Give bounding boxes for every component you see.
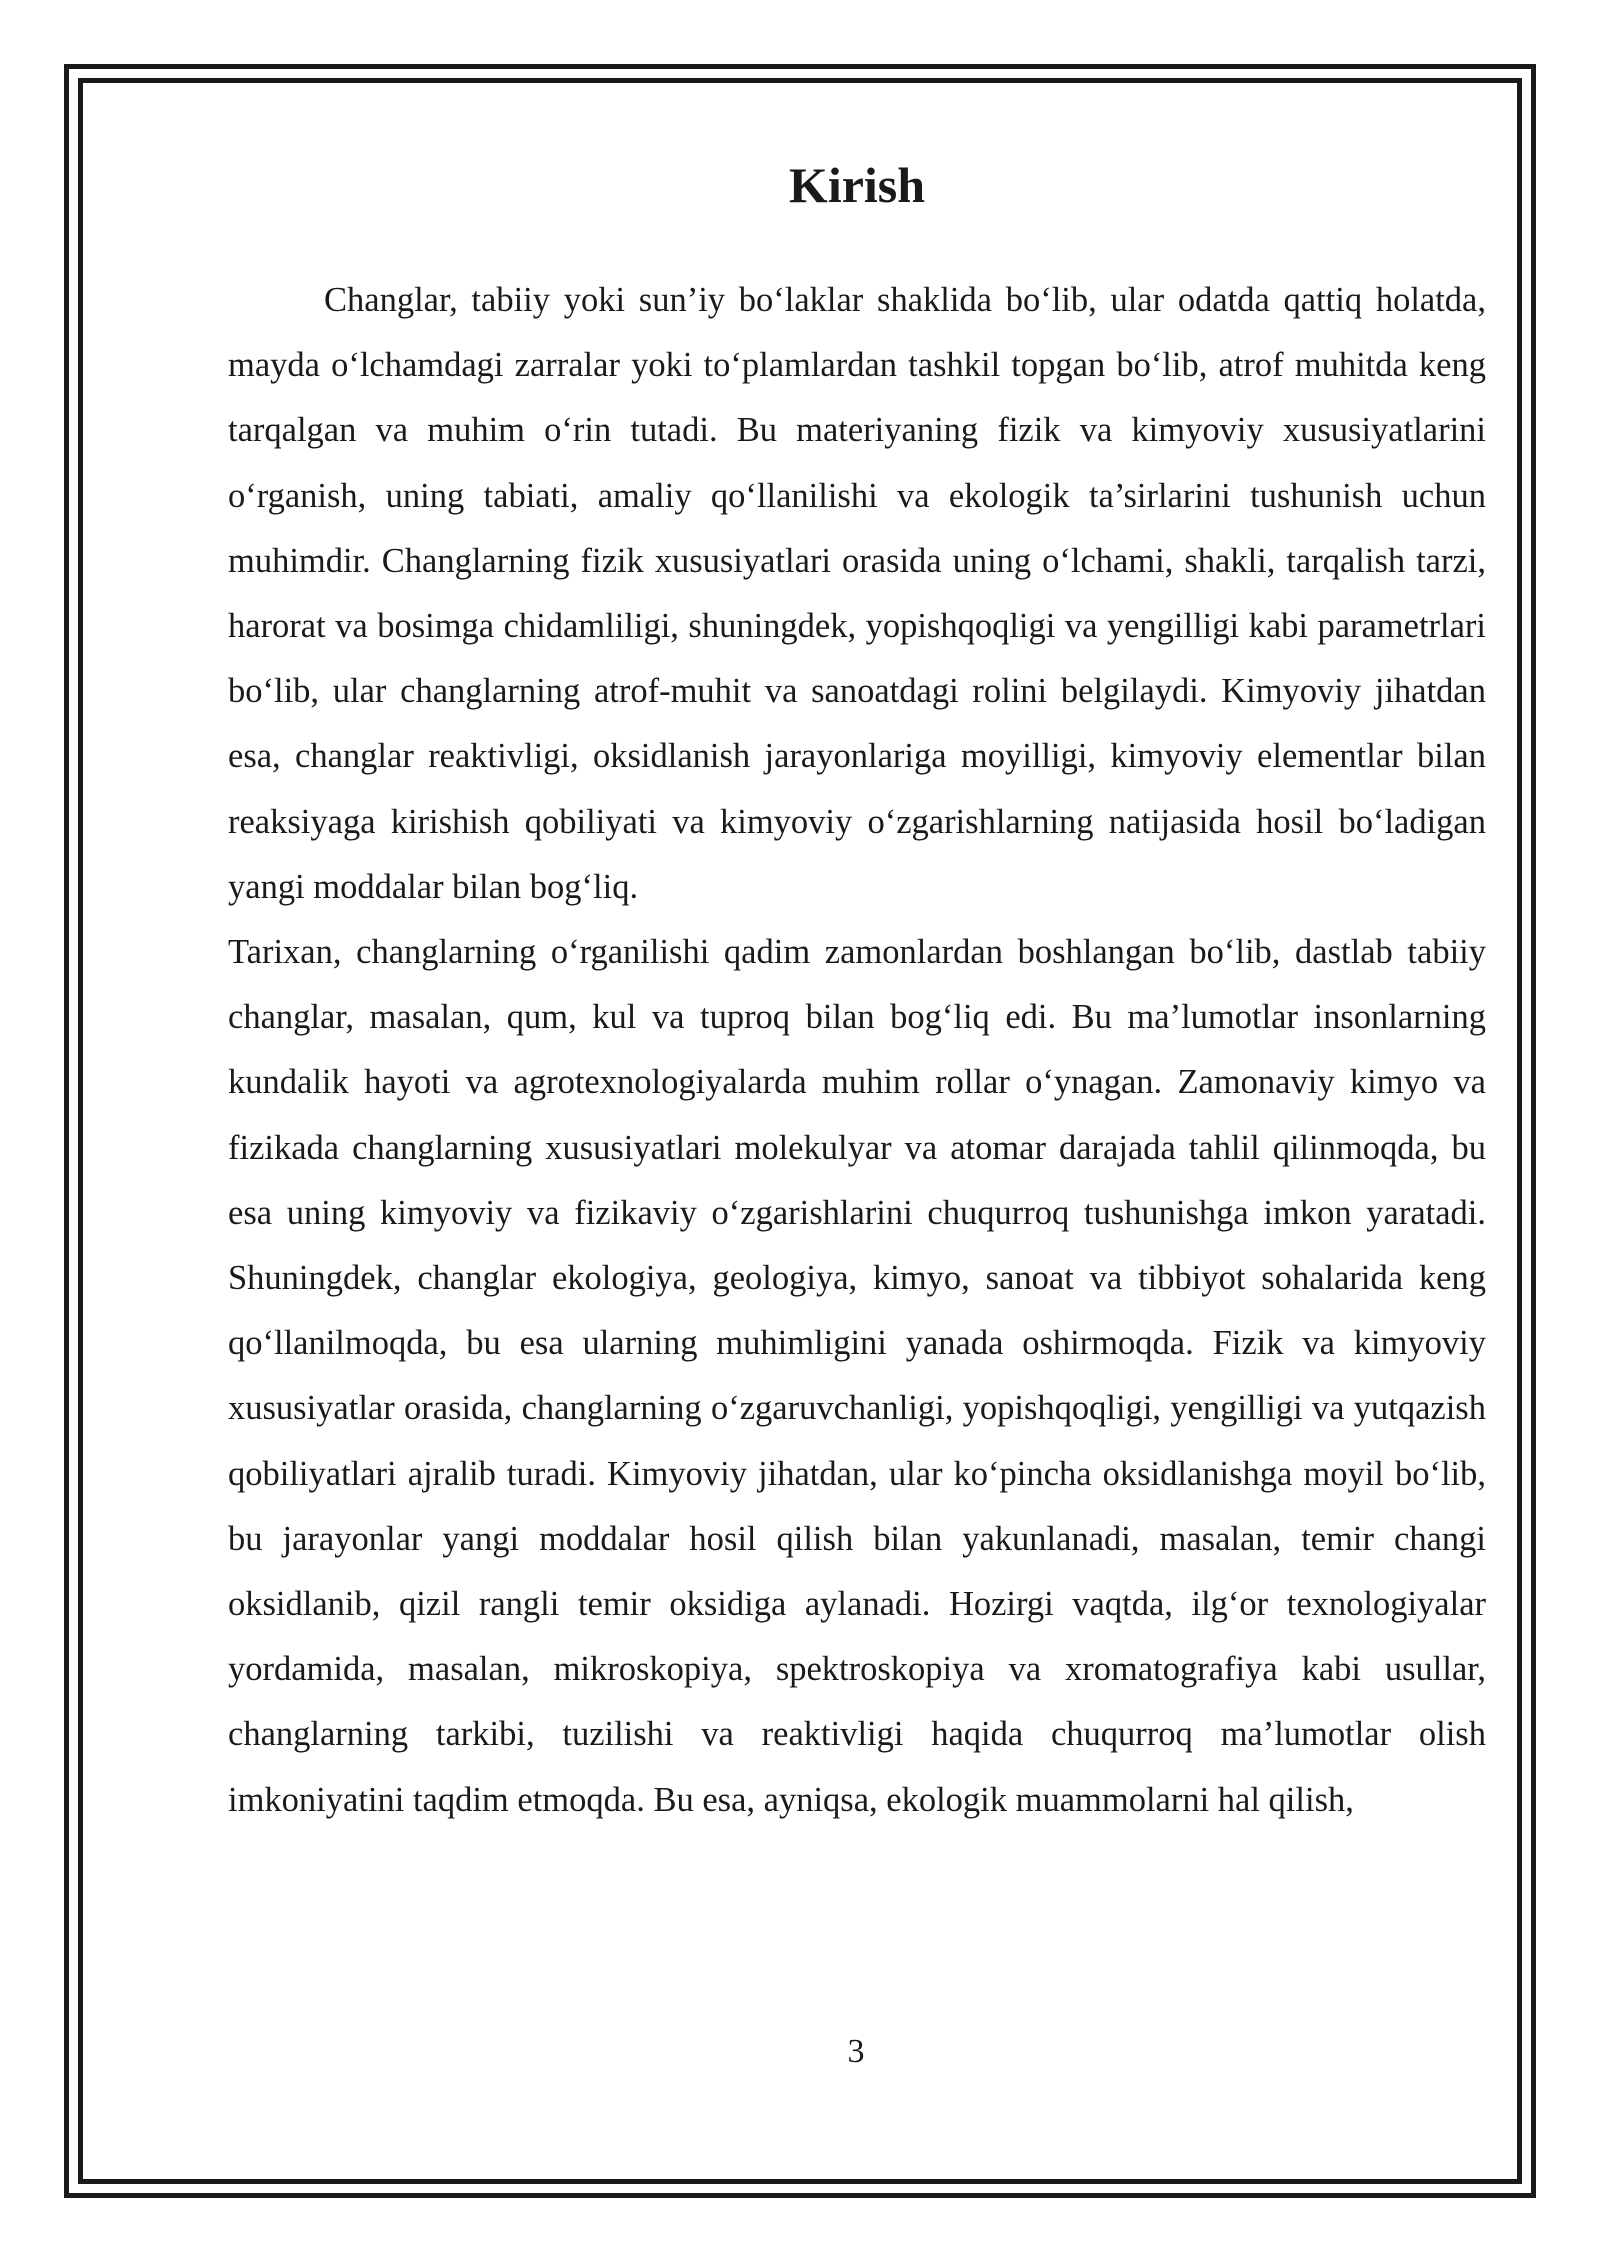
paragraph-2: Tarixan, changlarning o‘rganilishi qadim zamonlardan boshlangan bo‘lib, dastlab tabiiy changlar, masalan, qum, kul va tuproq bilan bog‘liq edi. Bu ma’lumotlar insonlarning kundalik hayoti va agrotexnologiyalarda muhim rollar o‘ynagan. Zamonaviy kimyo va fizikada changlarning xususiyatlari molekulyar va atomar darajada tahlil qilinmoqda, bu esa uning kimyoviy va fizikaviy o‘zgarishlarini chuqurroq tushunishga imkon yaratadi. Shuningdek, changlar ekologiya, geologiya, kimyo, sanoat va tibbiyot sohalarida keng qo‘llanilmoqda, bu esa ularning muhimligini yanada oshirmoqda. Fizik va kimyoviy xususiyatlar orasida, changlarning o‘zgaruvchanligi, yopishqoqligi, yengilligi va yutqazish qobiliyatlari ajralib turadi. Kimyoviy jihatdan, ular ko‘pincha oksidlanishga moyil bo‘lib, bu jarayonlar yangi moddalar hosil qilish bilan yakunlanadi, masalan, temir changi oksidlanib, qizil rangli temir oksidiga aylanadi. Hozirgi vaqtda, ilg‘or texnologiyalar yordamida, masalan, mikroskopiya, spektroskopiya va xromatografiya kabi usullar, changlarning tarkibi, tuzilishi va reaktivligi haqida chuqurroq ma’lumotlar olish imkoniyatini taqdim etmoqda. Bu esa, ayniqsa, ekologik muammolarni hal qilish, bbox=[228, 933, 1486, 1819]
page-content bbox=[228, 150, 1486, 1833]
page-number: 3 bbox=[847, 2033, 865, 2070]
section-title: Kirish bbox=[788, 157, 926, 213]
paragraph-1: Changlar, tabiiy yoki sun’iy bo‘laklar shaklida bo‘lib, ular odatda qattiq holatda, mayda o‘lchamdagi zarralar yoki to‘plamlardan tashkil topgan bo‘lib, atrof muhitda keng tarqalgan va muhim o‘rin tutadi. Bu materiyaning fizik va kimyoviy xususiyatlarini o‘rganish, uning tabiati, amaliy qo‘llanilishi va ekologik ta’sirlarini tushunish uchun muhimdir. Changlarning fizik xususiyatlari orasida uning o‘lchami, shakli, tarqalish tarzi, harorat va bosimga chidamliligi, shuningdek, yopishqoqligi va yengilligi kabi parametrlari bo‘lib, ular changlarning atrof-muhit va sanoatdagi rolini belgilaydi. Kimyoviy jihatdan esa, changlar reaktivligi, oksidlanish jarayonlariga moyilligi, kimyoviy elementlar bilan reaksiyaga kirishish qobiliyati va kimyoviy o‘zgarishlarning natijasida hosil bo‘ladigan yangi moddalar bilan bog‘liq. bbox=[228, 281, 1486, 906]
